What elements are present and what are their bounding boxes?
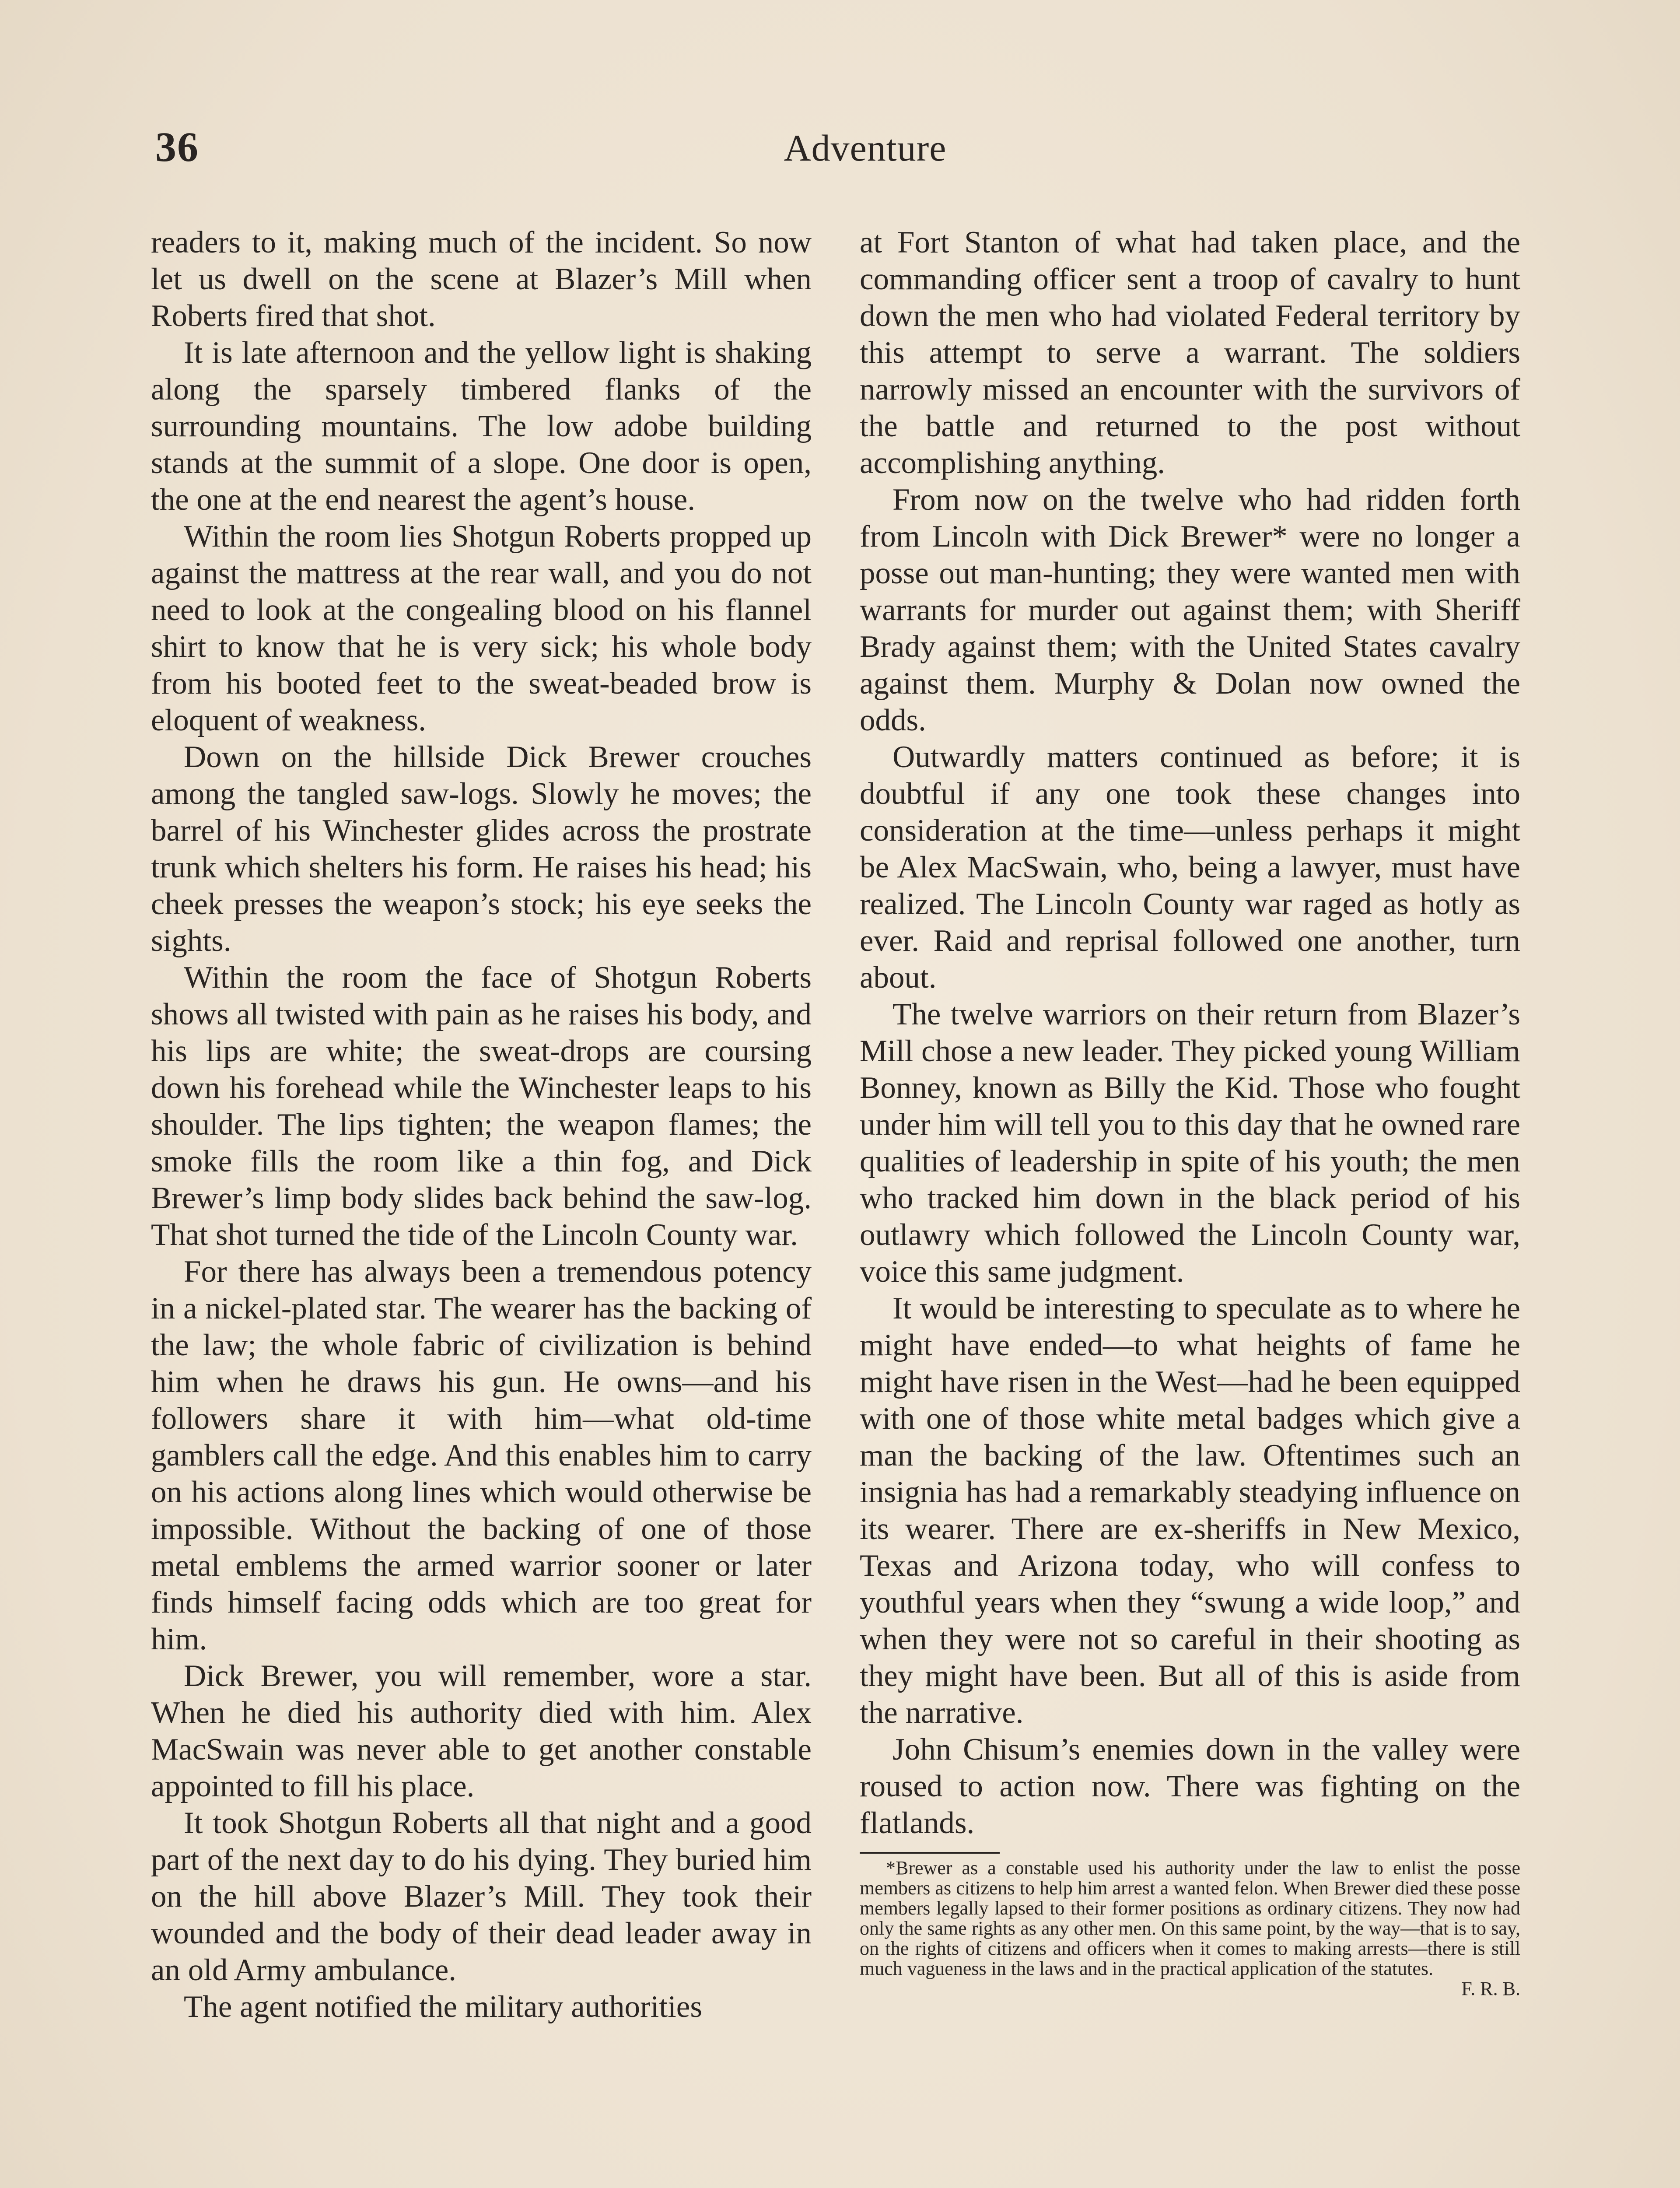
paragraph: at Fort Stanton of what had taken place, and the commanding officer sent a troop of cavalry to hunt down the men who had violated Federal territory by this attempt to serve a warrant. The soldiers narrowly missed an encounter with the survivors of the battle and returned to the post without accomplishing anything. xyxy=(860,225,1520,480)
paragraph: readers to it, making much of the incident. So now let us dwell on the scene at Blazer’s Mill when Roberts fired that shot. xyxy=(151,225,812,333)
footnote-text: *Brewer as a constable used his authority under the law to enlist the posse members as citizens to help him arrest a wanted felon. When Brewer died these posse members legally lapsed to their former positions as ordinary citizens. They now had only the same rights as any other men. On this same point, by the way—that is to say, on the rights of citizens and officers when it comes to making arrests—there is still much vagueness in the laws and in the practical application of the statutes. xyxy=(860,1857,1520,1979)
footnote-signature: F. R. B. xyxy=(1461,1978,1520,1999)
paragraph: The agent notified the military authorities xyxy=(184,1990,702,2024)
paragraph: The twelve warriors on their return from Blazer’s Mill chose a new leader. They picked young William Bonney, known as Billy the Kid. Those who fought under him will tell you to this day that he owned rare qualities of leadership in spite of his youth; the men who tracked him down in the black period of his outlawry which followed the Lincoln County war, voice this same judgment. xyxy=(860,997,1520,1289)
paragraph: Outwardly matters continued as before; it is doubtful if any one took these changes into consideration at the time—unless perhaps it might be Alex MacSwain, who, being a lawyer, must have realized. The Lincoln County war raged as hotly as ever. Raid and reprisal followed one another, turn about. xyxy=(860,740,1520,995)
right-column xyxy=(860,224,1520,1999)
page-number: 36 xyxy=(155,123,199,170)
paragraph: Within the room the face of Shotgun Roberts shows all twisted with pain as he raises his body, and his lips are white; the sweat-drops are coursing down his forehead while the Winchester leaps to his shoulder. The lips tighten; the weapon flames; the smoke fills the room like a thin fog, and Dick Brewer’s limp body slides back behind the saw-log. That shot turned the tide of the Lincoln County war. xyxy=(151,961,812,1252)
footnote xyxy=(860,1857,1520,1999)
paragraph: It is late afternoon and the yellow light is shaking along the sparsely timbered flanks of the surrounding mountains. The low adobe building stands at the summit of a slope. One door is open, the one at the end nearest the agent’s house. xyxy=(151,336,812,517)
paragraph: Down on the hillside Dick Brewer crouches among the tangled saw-logs. Slowly he moves; the barrel of his Winchester glides across the prostrate trunk which shelters his form. He raises his head; his cheek presses the weapon’s stock; his eye seeks the sights. xyxy=(151,740,812,958)
paragraph: It took Shotgun Roberts all that night and a good part of the next day to do his dying. They buried him on the hill above Blazer’s Mill. They took their wounded and the body of their dead leader away in an old Army ambulance. xyxy=(151,1806,812,1987)
paragraph: From now on the twelve who had ridden forth from Lincoln with Dick Brewer* were no longer a posse out man-hunting; they were wanted men with warrants for murder out against them; with Sheriff Brady against them; with the United States cavalry against them. Murphy & Dolan now owned the odds. xyxy=(860,483,1520,737)
page-header xyxy=(155,123,962,193)
running-title: Adventure xyxy=(784,127,947,169)
left-column xyxy=(151,224,812,2025)
paragraph: Dick Brewer, you will remember, wore a star. When he died his authority died with him. Alex MacSwain was never able to get another constable appointed to fill his place. xyxy=(151,1659,812,1803)
paragraph: It would be interesting to speculate as to where he might have ended—to what heights of fame he might have risen in the West—had he been equipped with one of those white metal badges which give a man the backing of the law. Oftentimes such an insignia has had a remarkably steadying influence on its wearer. There are ex-sheriffs in New Mexico, Texas and Arizona today, who will confess to youthful years when they “swung a wide loop,” and when they were not so careful in their shooting as they might have been. But all of this is aside from the narrative. xyxy=(860,1291,1520,1730)
paragraph: For there has always been a tremendous potency in a nickel-plated star. The wearer has the backing of the law; the whole fabric of civilization is behind him when he draws his gun. He owns—and his followers share it with him—what old-time gamblers call the edge. And this enables him to carry on his actions along lines which would otherwise be impossible. Without the backing of one of those metal emblems the armed warrior sooner or later finds himself facing odds which are too great for him. xyxy=(151,1255,812,1656)
footnote-divider xyxy=(860,1852,1000,1854)
paragraph: John Chisum’s enemies down in the valley were roused to action now. There was fighting on the flatlands. xyxy=(860,1732,1520,1840)
paragraph: Within the room lies Shotgun Roberts propped up against the mattress at the rear wall, and you do not need to look at the congealing blood on his flannel shirt to know that he is very sick; his whole body from his booted feet to the sweat-beaded brow is eloquent of weakness. xyxy=(151,519,812,737)
